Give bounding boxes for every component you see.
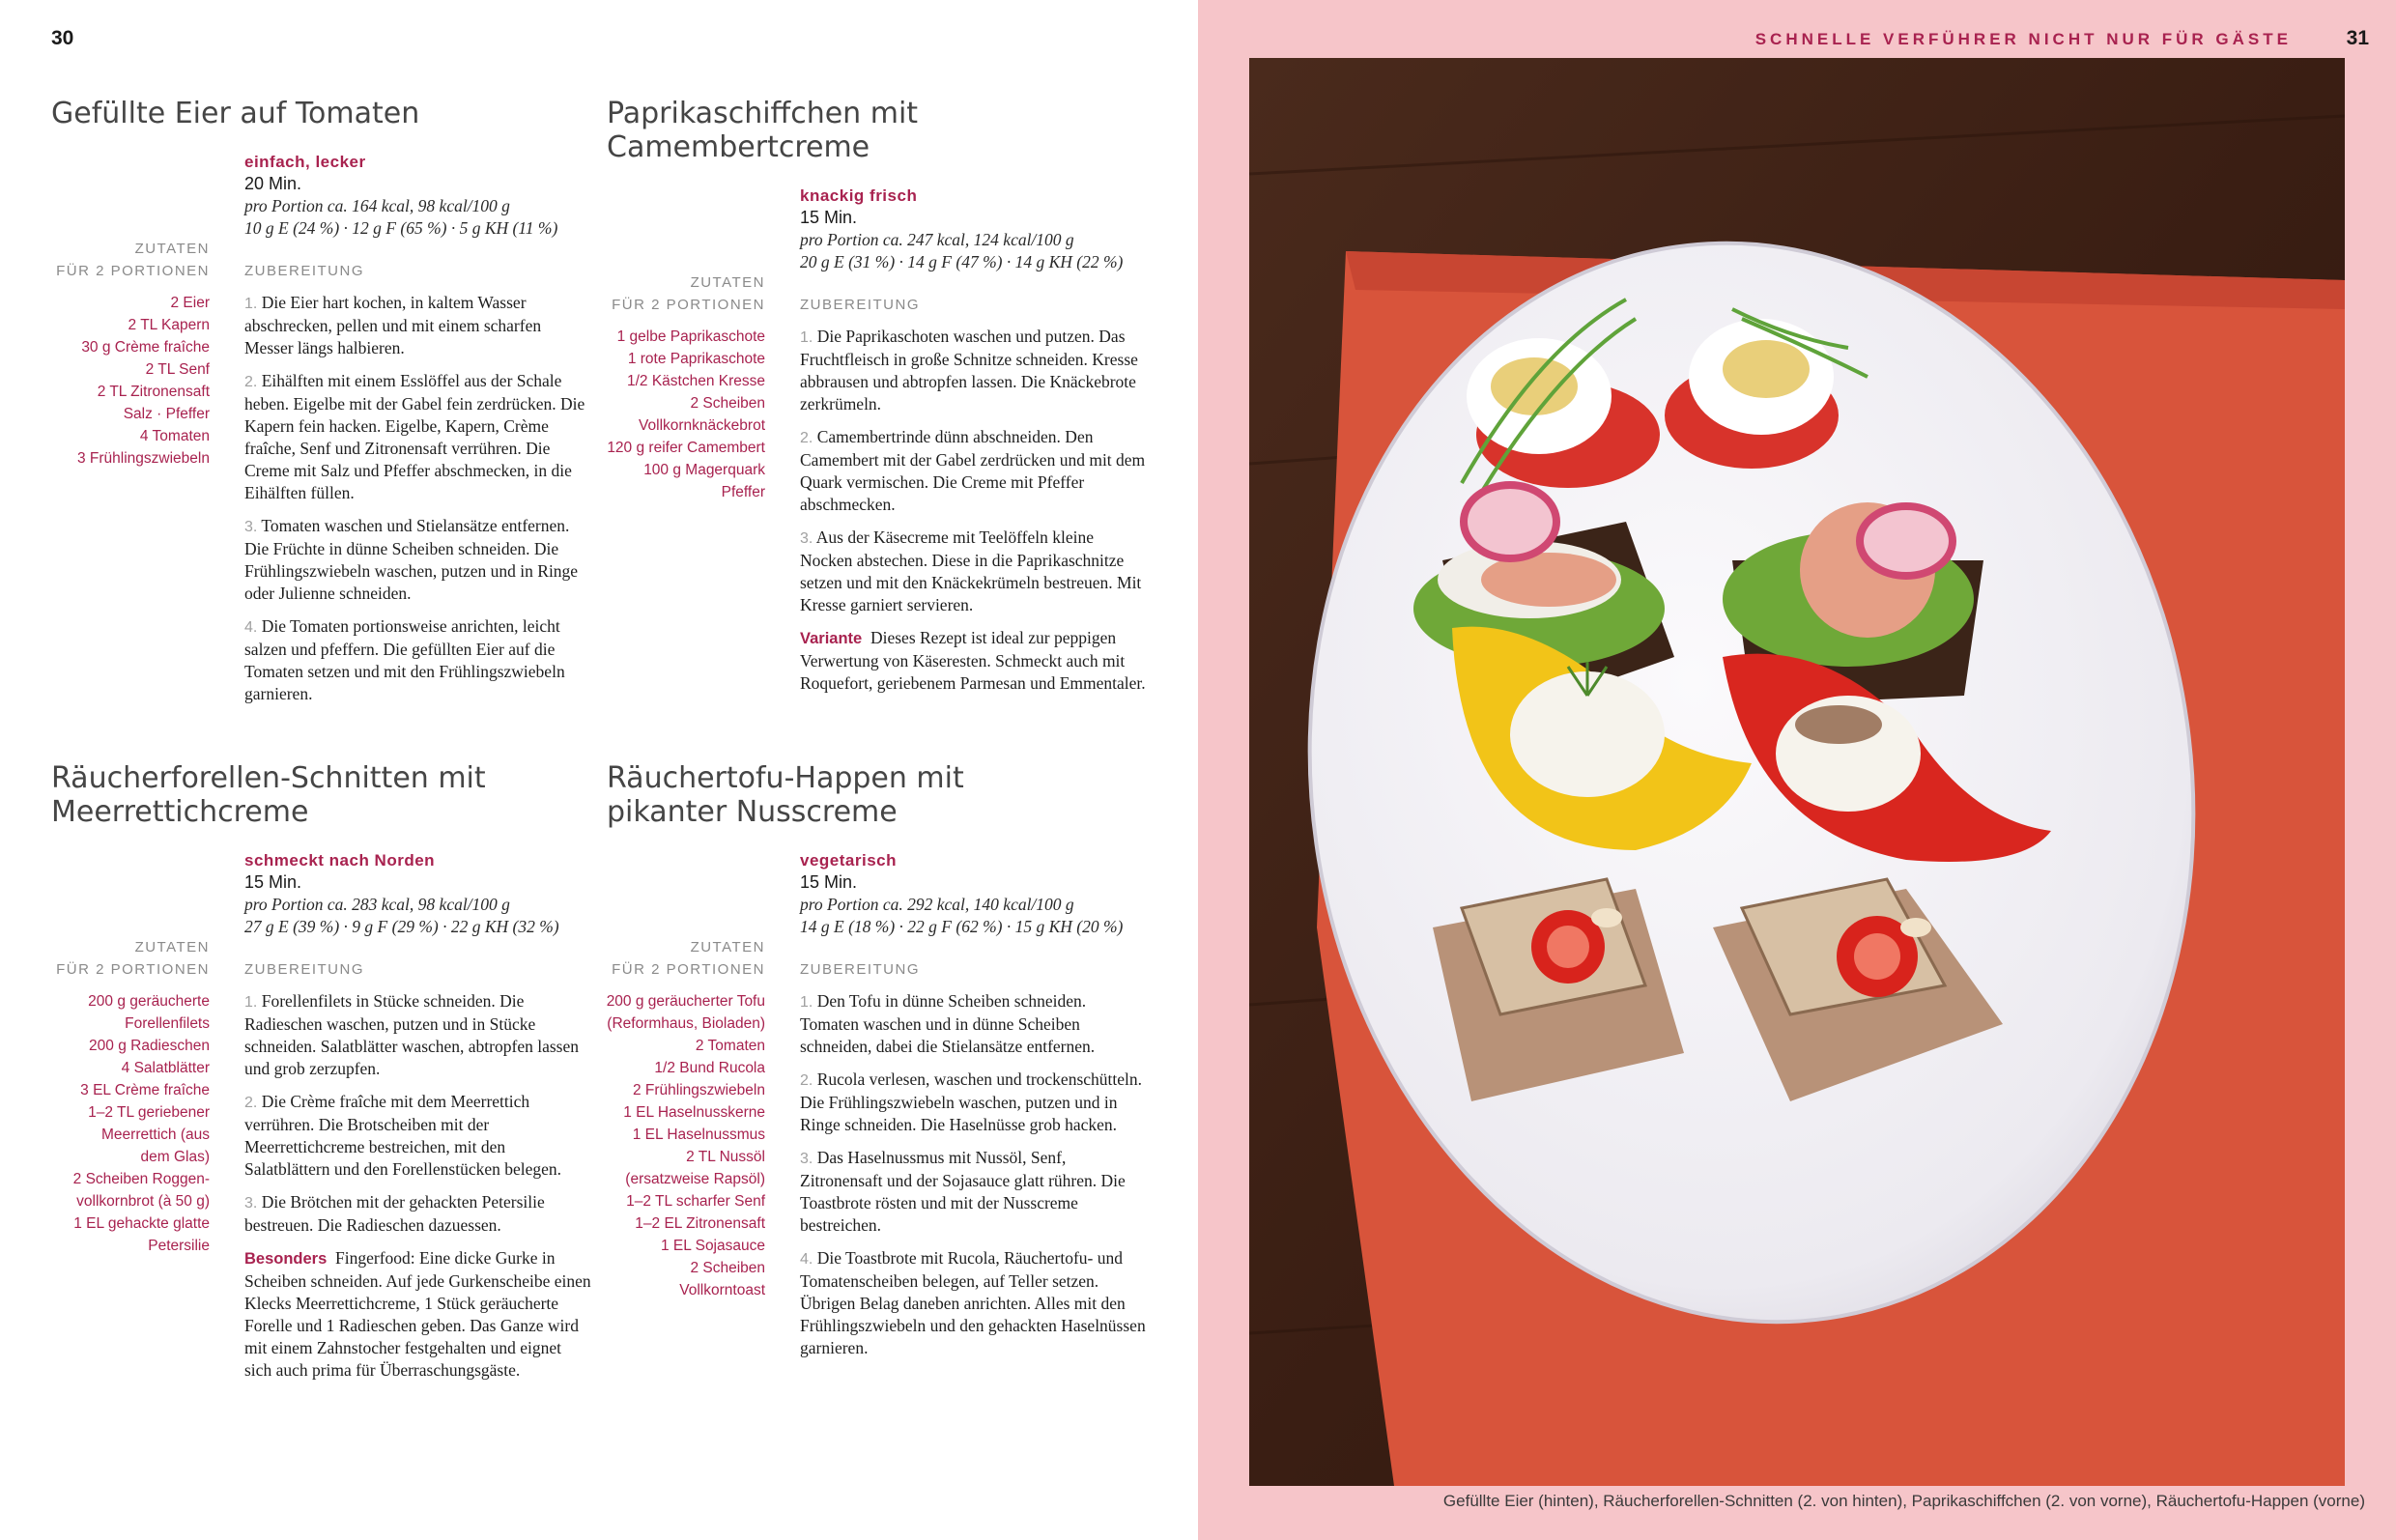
ingredients — [594, 936, 765, 1301]
photo-caption: Gefüllte Eier (hinten), Räucherforellen-Schnitten (2. von hinten), Paprikaschiffchen (2. von vorne), Räuchertofu-Happen (vorne) — [1442, 1492, 2365, 1510]
step-text: Die Toastbrote mit Rucola, Räuchertofu- und Tomatenscheiben belegen, auf Teller setzen. Übrigen Belag daneben anrichten. Alles mit den Frühlingszwiebeln und den gehackten Haselnüssen garnieren. — [800, 1248, 1146, 1357]
ingredients-heading: FÜR 2 PORTIONEN — [612, 961, 765, 978]
preparation-step — [800, 426, 1148, 516]
running-head: SCHNELLE VERFÜHRER NICHT NUR FÜR GÄSTE — [1754, 30, 2292, 48]
recipe-nutrition: 10 g E (24 %) · 12 g F (65 %) · 5 g KH (11 %) — [244, 218, 558, 238]
recipe-raeuchertofu — [607, 761, 1148, 1418]
recipe-nutrition: pro Portion ca. 247 kcal, 124 kcal/100 g — [800, 230, 1074, 249]
extra-text: Fingerfood: Eine dicke Gurke in Scheiben schneiden. Auf jede Gurkenscheibe einen Klecks Meerrettichcreme, 1 Stück geräucherte Forelle und 1 Radieschen geben. Das Ganze wird mit einem Zahnstocher festgehalten und eignet sich auch prima für Überraschungsgäste. — [244, 1248, 591, 1380]
recipe-tagline: schmeckt nach Norden — [244, 851, 436, 870]
step-list — [244, 292, 592, 705]
ingredient-item: 2 TL Zitronensaft — [97, 384, 210, 400]
recipe-nutrition: pro Portion ca. 292 kcal, 140 kcal/100 g — [800, 895, 1074, 914]
preparation-step — [800, 527, 1148, 616]
recipe-meta — [244, 151, 612, 240]
step-number: 1. — [244, 296, 258, 312]
recipe-nutrition: pro Portion ca. 283 kcal, 98 kcal/100 g — [244, 895, 510, 914]
preparation-step — [800, 990, 1148, 1058]
recipe-time: 20 Min. — [244, 174, 302, 193]
step-text: Den Tofu in dünne Scheiben schneiden. Tomaten waschen und in dünne Scheiben schneiden, dabei die Stielansätze entfernen. — [800, 991, 1096, 1056]
ingredients-heading: FÜR 2 PORTIONEN — [612, 297, 765, 313]
preparation-step — [244, 615, 592, 705]
recipe-nutrition: 14 g E (18 %) · 22 g F (62 %) · 15 g KH (20 %) — [800, 917, 1124, 936]
ingredient-item: Vollkorntoast — [679, 1282, 765, 1298]
preparation — [800, 294, 1148, 705]
ingredient-item: Vollkornknäckebrot — [639, 417, 765, 434]
ingredient-item: 1–2 TL geriebener — [88, 1104, 210, 1121]
step-number: 2. — [800, 430, 813, 446]
ingredient-item: 1 rote Paprikaschote — [627, 351, 765, 367]
recipe-gefuellte-eier — [51, 97, 592, 715]
recipe-variant-note — [800, 627, 1148, 695]
ingredient-item: Salz · Pfeffer — [123, 406, 210, 422]
ingredient-item: 1 EL gehackte glatte — [73, 1215, 210, 1232]
ingredient-item: 3 Frühlingszwiebeln — [77, 450, 210, 467]
recipe-time: 15 Min. — [800, 208, 858, 227]
step-text: Die Brötchen mit der gehackten Petersilie bestreuen. Die Radieschen dazuessen. — [244, 1192, 545, 1235]
ingredient-item: 2 Scheiben — [690, 395, 765, 412]
ingredient-item: Petersilie — [148, 1238, 210, 1254]
ingredients-heading: FÜR 2 PORTIONEN — [56, 961, 210, 978]
recipe-tagline: knackig frisch — [800, 186, 918, 205]
step-number: 2. — [800, 1072, 813, 1089]
step-list — [800, 326, 1148, 616]
ingredient-item: Meerrettich (aus — [101, 1126, 210, 1143]
ingredient-item: 1 EL Haselnussmus — [632, 1126, 765, 1143]
ingredient-item: 1 gelbe Paprikaschote — [616, 328, 765, 345]
ingredient-item: dem Glas) — [140, 1149, 210, 1165]
step-text: Das Haselnussmus mit Nussöl, Senf, Zitronensaft und der Sojasauce glatt rühren. Die Toastbrote rösten und mit der Nusscreme bestreichen. — [800, 1148, 1126, 1235]
recipe-meta — [800, 185, 1167, 273]
ingredient-list — [39, 990, 210, 1257]
preparation-heading: ZUBEREITUNG — [800, 961, 921, 978]
step-text: Eihälften mit einem Esslöffel aus der Schale heben. Eigelbe mit der Gabel fein zerdrücken. Die Kapern fein hacken. Eigelbe, Kapern, Crème fraîche, Senf und Zitronensaft verrühren. Die Creme mit Salz und Pfeffer abschmecken, in die Eihälften füllen. — [244, 371, 585, 502]
ingredient-item: Forellenfilets — [125, 1015, 210, 1032]
ingredient-item: 2 Frühlingszwiebeln — [633, 1082, 765, 1098]
step-text: Camembertrinde dünn abschneiden. Den Camembert mit der Gabel zerdrücken und mit dem Quark vermischen. Die Creme mit Pfeffer abschmecken. — [800, 427, 1146, 514]
preparation-step — [244, 1091, 592, 1181]
step-text: Die Eier hart kochen, in kaltem Wasser abschrecken, pellen und mit einem scharfen Messer längs halbieren. — [244, 293, 542, 357]
ingredients — [39, 936, 210, 1257]
preparation-heading: ZUBEREITUNG — [244, 263, 365, 279]
ingredient-item: vollkornbrot (à 50 g) — [76, 1193, 210, 1210]
preparation-step — [800, 1247, 1148, 1359]
step-text: Tomaten waschen und Stielansätze entfernen. Die Früchte in dünne Scheiben schneiden. Die Frühlingszwiebeln waschen, putzen und in Ringe oder Julienne schneiden. — [244, 516, 579, 603]
food-photo-illustration — [1249, 58, 2345, 1486]
preparation — [244, 958, 592, 1392]
ingredient-item: 100 g Magerquark — [643, 462, 765, 478]
recipe-nutrition: 20 g E (31 %) · 14 g F (47 %) · 14 g KH (22 %) — [800, 252, 1124, 271]
preparation-step — [244, 292, 592, 359]
step-number: 3. — [244, 519, 258, 535]
extra-text: Dieses Rezept ist ideal zur peppigen Verwertung von Käseresten. Schmeckt auch mit Roquefort, geriebenem Parmesan und Emmentaler. — [800, 628, 1146, 693]
ingredients-heading: ZUTATEN — [134, 241, 210, 257]
ingredient-item: 1/2 Kästchen Kresse — [626, 373, 765, 389]
food-photo — [1249, 58, 2345, 1486]
ingredient-item: 120 g reifer Camembert — [607, 440, 765, 456]
step-number: 1. — [800, 329, 813, 346]
step-text: Die Crème fraîche mit dem Meerrettich verrühren. Die Brotscheiben mit der Meerrettichcreme bestreichen, mit den Salatblättern und den Forellenstücken belegen. — [244, 1092, 562, 1179]
ingredients-heading: FÜR 2 PORTIONEN — [56, 263, 210, 279]
ingredient-item: 200 g geräucherter Tofu — [606, 993, 765, 1010]
extra-label: Besonders — [244, 1250, 328, 1268]
recipe-title: Gefüllte Eier auf Tomaten — [51, 97, 420, 130]
recipe-tagline: vegetarisch — [800, 851, 897, 870]
recipe-tagline: einfach, lecker — [244, 153, 366, 171]
recipe-meta — [244, 849, 612, 938]
step-text: Die Tomaten portionsweise anrichten, leicht salzen und pfeffern. Die gefüllten Eier auf die Tomaten setzen und mit den Frühlingszwiebeln garnieren. — [244, 616, 565, 703]
ingredient-item: 200 g Radieschen — [89, 1038, 210, 1054]
ingredient-item: 200 g geräucherte — [88, 993, 210, 1010]
ingredients-heading: ZUTATEN — [690, 274, 765, 291]
recipe-extra-note — [244, 1247, 592, 1382]
recipe-title: Räucherforellen-Schnitten mit Meerrettichcreme — [51, 761, 486, 829]
step-number: 3. — [244, 1195, 258, 1212]
preparation-heading: ZUBEREITUNG — [244, 961, 365, 978]
recipe-time: 15 Min. — [800, 872, 858, 892]
step-text: Die Paprikaschoten waschen und putzen. Das Fruchtfleisch in große Schnitze schneiden. Kresse abbrausen und abtropfen lassen. Die Knäckebrote zerkrümeln. — [800, 327, 1138, 414]
ingredient-item: 2 Scheiben Roggen- — [72, 1171, 210, 1187]
preparation-step — [800, 1069, 1148, 1136]
recipe-paprikaschiffchen — [607, 97, 1148, 715]
ingredient-item: 30 g Crème fraîche — [81, 339, 210, 356]
preparation-step — [800, 1147, 1148, 1237]
step-number: 2. — [244, 374, 258, 390]
recipe-title: Räuchertofu-Happen mit pikanter Nusscreme — [607, 761, 964, 829]
recipe-nutrition: pro Portion ca. 164 kcal, 98 kcal/100 g — [244, 196, 510, 215]
step-list — [244, 990, 592, 1237]
step-number: 1. — [800, 994, 813, 1011]
step-number: 3. — [800, 1151, 813, 1167]
ingredients-heading: ZUTATEN — [134, 939, 210, 955]
ingredient-item: 2 Scheiben — [690, 1260, 765, 1276]
step-number: 4. — [800, 1251, 813, 1268]
ingredient-item: 2 TL Kapern — [128, 317, 210, 333]
ingredients-heading: ZUTATEN — [690, 939, 765, 955]
ingredient-item: 2 Eier — [170, 295, 210, 311]
recipe-time: 15 Min. — [244, 872, 302, 892]
preparation-step — [800, 326, 1148, 415]
ingredient-item: 1–2 TL scharfer Senf — [626, 1193, 765, 1210]
step-text: Rucola verlesen, waschen und trockenschütteln. Die Frühlingszwiebeln waschen, putzen und in Ringe schneiden. Die Haselnüsse grob hacken. — [800, 1069, 1142, 1134]
recipe-raeucherforellen — [51, 761, 592, 1418]
ingredients — [39, 238, 210, 470]
step-number: 4. — [244, 619, 258, 636]
preparation — [800, 958, 1148, 1370]
step-list — [800, 990, 1148, 1359]
ingredient-item: 2 TL Nussöl — [686, 1149, 765, 1165]
ingredient-item: 1 EL Haselnusskerne — [623, 1104, 765, 1121]
extra-label: Variante — [800, 630, 863, 647]
step-text: Forellenfilets in Stücke schneiden. Die Radieschen waschen, putzen und in Stücke schneiden. Salatblätter waschen, abtropfen lassen und grob zerzupfen. — [244, 991, 579, 1078]
preparation-step — [244, 515, 592, 605]
ingredient-item: (Reformhaus, Bioladen) — [607, 1015, 765, 1032]
ingredient-item: 4 Tomaten — [139, 428, 210, 444]
step-text: Aus der Käsecreme mit Teelöffeln kleine Nocken abstechen. Diese in die Paprikaschnitze setzen und mit den Knäckekrümeln bestreuen. Mit Kresse garniert servieren. — [800, 528, 1142, 614]
ingredient-item: 4 Salatblätter — [121, 1060, 210, 1076]
step-number: 2. — [244, 1095, 258, 1111]
preparation-step — [244, 370, 592, 504]
preparation-heading: ZUBEREITUNG — [800, 297, 921, 313]
ingredient-item: 2 TL Senf — [145, 361, 210, 378]
page-number-left: 30 — [51, 27, 74, 49]
ingredient-item: 3 EL Crème fraîche — [80, 1082, 210, 1098]
ingredient-item: 2 Tomaten — [695, 1038, 765, 1054]
ingredient-item: 1/2 Bund Rucola — [654, 1060, 765, 1076]
preparation-step — [244, 990, 592, 1080]
step-number: 3. — [800, 530, 813, 547]
preparation — [244, 260, 592, 716]
recipe-title: Paprikaschiffchen mit Camembertcreme — [607, 97, 919, 164]
ingredient-item: 1–2 EL Zitronensaft — [635, 1215, 765, 1232]
preparation-step — [244, 1191, 592, 1237]
step-number: 1. — [244, 994, 258, 1011]
ingredient-item: (ersatzweise Rapsöl) — [625, 1171, 765, 1187]
ingredient-item: 1 EL Sojasauce — [660, 1238, 765, 1254]
ingredients — [594, 271, 765, 503]
page-number-right: 31 — [2346, 27, 2369, 49]
ingredient-list — [39, 292, 210, 470]
ingredient-list — [594, 990, 765, 1301]
ingredient-item: Pfeffer — [721, 484, 765, 500]
ingredient-list — [594, 326, 765, 503]
recipe-nutrition: 27 g E (39 %) · 9 g F (29 %) · 22 g KH (32 %) — [244, 917, 559, 936]
recipe-meta — [800, 849, 1167, 938]
